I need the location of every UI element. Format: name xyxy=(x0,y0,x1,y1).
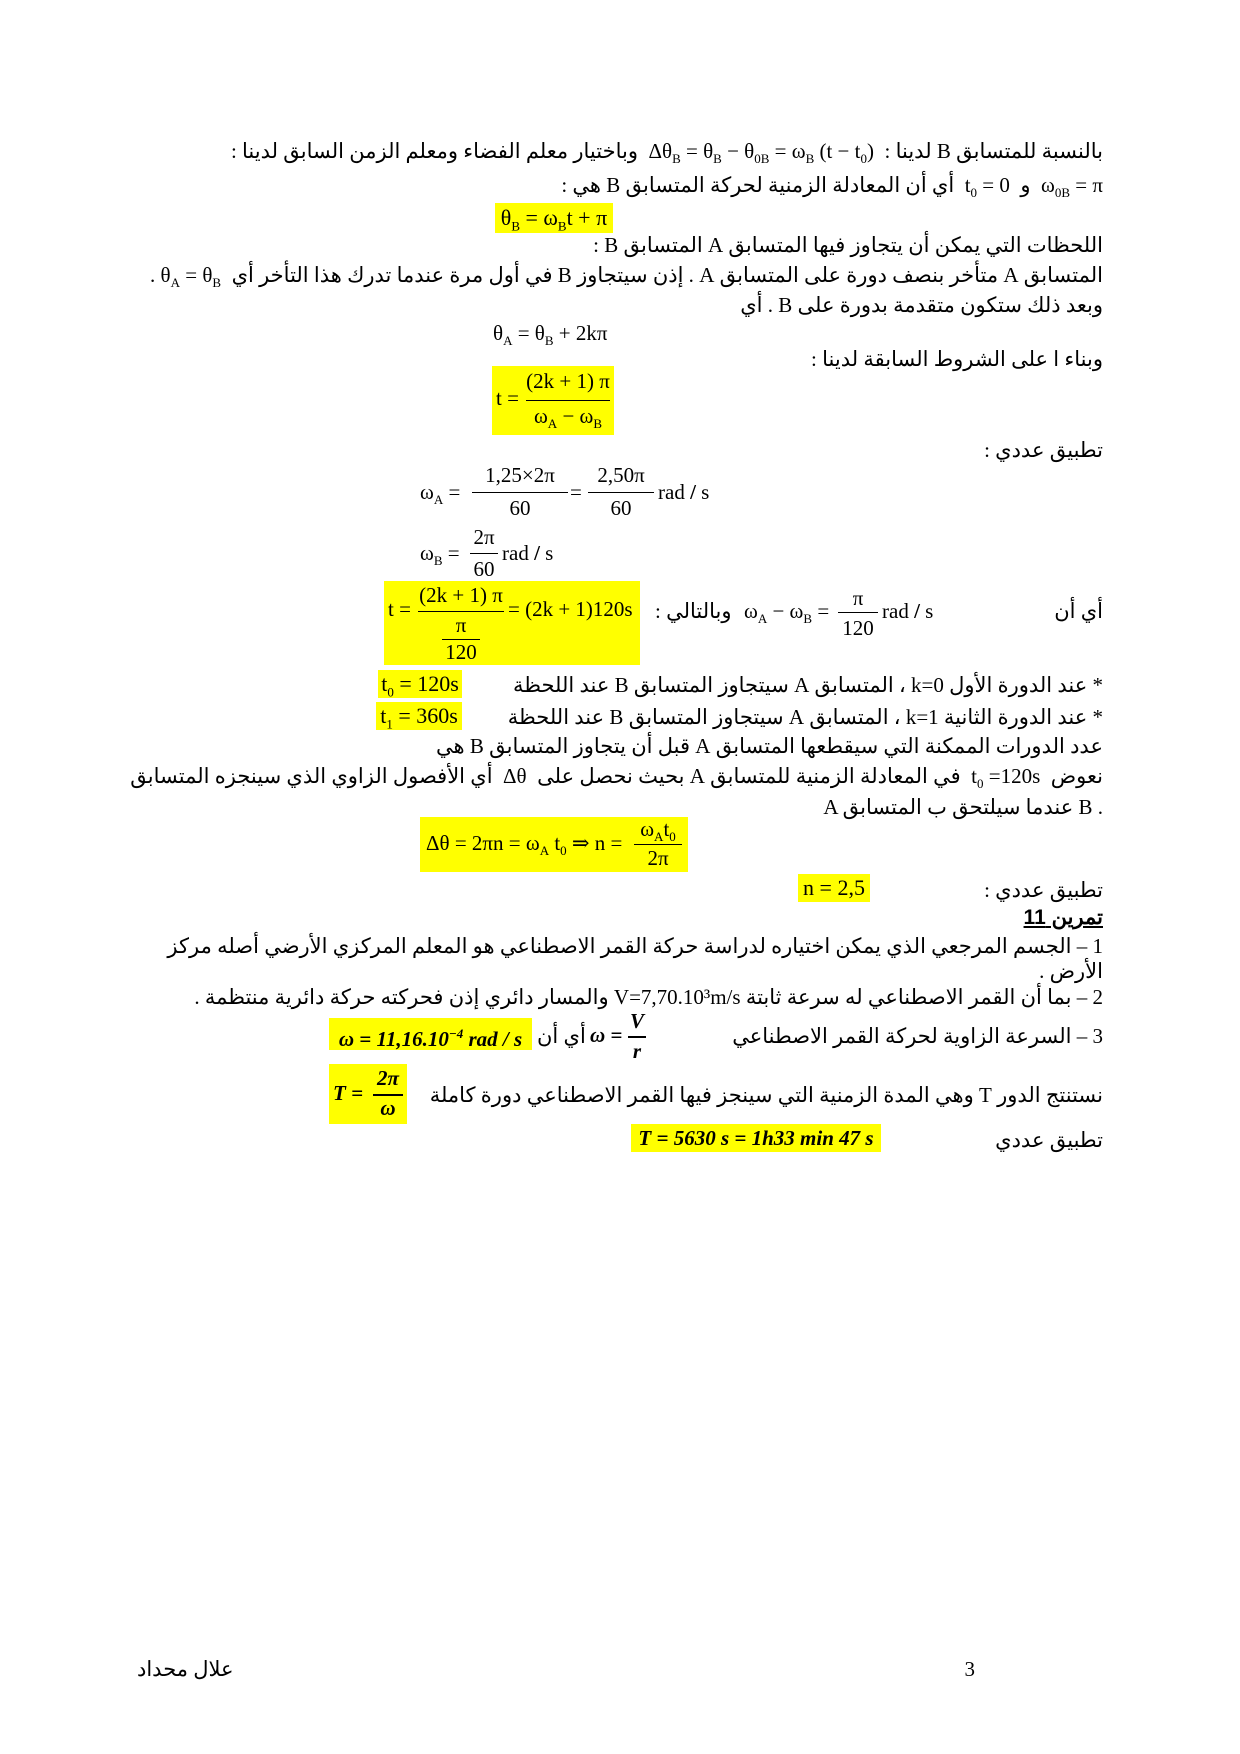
exercise-line-2: 2 – بما أن القمر الاصطناعي له سرعة ثابتة V=7,70.10³m/s والمسار دائري إذن فحركته حركة دائرية منتظمة . xyxy=(194,985,1103,1009)
highlight-t-formula: t = (2k + 1) π $\omega_A - \omega_B$ xyxy=(492,366,614,435)
exercise-line-3 xyxy=(732,1023,1103,1049)
formula-delta-theta: $\Delta\theta_B = \theta_B - \theta_{0B} = \omega_B$ $(t - t_0)$ xyxy=(643,139,880,167)
line-7: تطبيق عددي : xyxy=(984,438,1103,462)
exercise-title: تمرين 11 xyxy=(1023,906,1103,929)
line-10: * عند الدورة الثانية k=1 ، المتسابق A سيتجاوز المتسابق B عند اللحظة xyxy=(507,705,1103,729)
formula-dtheta: Δθ xyxy=(497,764,532,788)
text: بالنسبة للمتسابق B لدينا : xyxy=(884,139,1103,163)
line-3: اللحظات التي يمكن أن يتجاوز فيها المتسابق A المتسابق B : xyxy=(593,233,1103,257)
text: أي أن xyxy=(1054,599,1103,623)
line-6: وبناء ا على الشروط السابقة لدينا : xyxy=(811,347,1103,371)
formula-omega-v-r: ω = V r xyxy=(590,1009,644,1063)
exercise-line-1b: الأرض . xyxy=(1039,959,1103,983)
text: في المعادلة الزمنية للمتسابق A بحيث نحصل على xyxy=(537,764,961,788)
highlight-n-formula: $\Delta\theta = 2\pi n = \omega_A$ $t_0$ ⇒ n = $\omega_At_0$ 2π xyxy=(420,817,688,872)
highlight-t-numeric: t = (2k + 1) π π 120 = (2k + 1)120s xyxy=(384,581,640,665)
line-12 xyxy=(130,763,1103,797)
line-8 xyxy=(1054,598,1103,624)
line-9: * عند الدورة الأول k=0 ، المتسابق A سيتجاوز المتسابق B عند اللحظة xyxy=(513,673,1103,697)
line-5: وبعد ذلك ستكون متقدمة بدورة على B . أي xyxy=(740,293,1103,317)
exercise-line-5: تطبيق عددي xyxy=(995,1128,1103,1152)
highlight-omega: $\omega = 11,16.10^{-4}$ rad / s xyxy=(329,1018,532,1050)
text: 3 – السرعة الزاوية لحركة القمر الاصطناعي xyxy=(732,1024,1103,1048)
page-number: 3 xyxy=(964,1657,975,1681)
text: أي الأفصول الزاوي الذي سينجزه المتسابق xyxy=(130,764,493,788)
highlight-t0: $t_0 = 120s$ xyxy=(378,670,462,698)
text-ie: أي أن xyxy=(537,1024,586,1048)
formula-cond: . $\theta_A = \theta_B$ xyxy=(150,263,222,291)
text: أي أن المعادلة الزمنية لحركة المتسابق B هي : xyxy=(561,173,955,197)
text: و xyxy=(1020,173,1031,197)
formula-t0: $t_0 = 0$ xyxy=(959,173,1016,201)
line-1 xyxy=(231,138,1103,172)
exercise-line-1: 1 – الجسم المرجعي الذي يمكن اختياره لدراسة حركة القمر الاصطناعي هو المعلم المركزي الأرضي أصله مركز xyxy=(167,934,1103,958)
highlight-thetaB: $\theta_B = \omega_Bt + \pi$ xyxy=(495,203,613,233)
text-and-then: وبالتالي : xyxy=(655,599,732,623)
line-13: A عندما سيلتحق ب المتسابق B . xyxy=(823,795,1103,819)
formula-cond2: $\theta_A = \theta_B + 2k\pi$ xyxy=(493,321,608,349)
exercise-line-4: نستنتج الدور T وهي المدة الزمنية التي سينجز فيها القمر الاصطناعي دورة كاملة xyxy=(429,1083,1103,1107)
text: وباختيار معلم الفضاء ومعلم الزمن السابق لدينا : xyxy=(230,139,638,163)
highlight-t1: $t_1 = 360s$ xyxy=(376,702,462,730)
author-name: علال محداد xyxy=(137,1657,234,1681)
formula-init: $\omega_{0B} = \pi$ xyxy=(1035,173,1103,201)
text: نعوض xyxy=(1050,764,1103,788)
text: المتسابق A متأخر بنصف دورة على المتسابق A . إذن سيتجاوز B في أول مرة عندما تدرك هذا التأخر أي xyxy=(231,263,1103,287)
highlight-n-value: n = 2,5 xyxy=(798,874,870,902)
highlight-T-formula: T = 2π ω xyxy=(329,1064,407,1124)
line-14: تطبيق عددي : xyxy=(984,878,1103,902)
line-2 xyxy=(561,172,1103,206)
line-11: عدد الدورات الممكنة التي سيقطعها المتسابق A قبل أن يتجاوز المتسابق B هي xyxy=(436,734,1103,758)
highlight-T-value: T = 5630 s = 1h33 min 47 s xyxy=(631,1124,881,1152)
formula-t0-subst: $t_0 =120s$ xyxy=(965,764,1046,792)
